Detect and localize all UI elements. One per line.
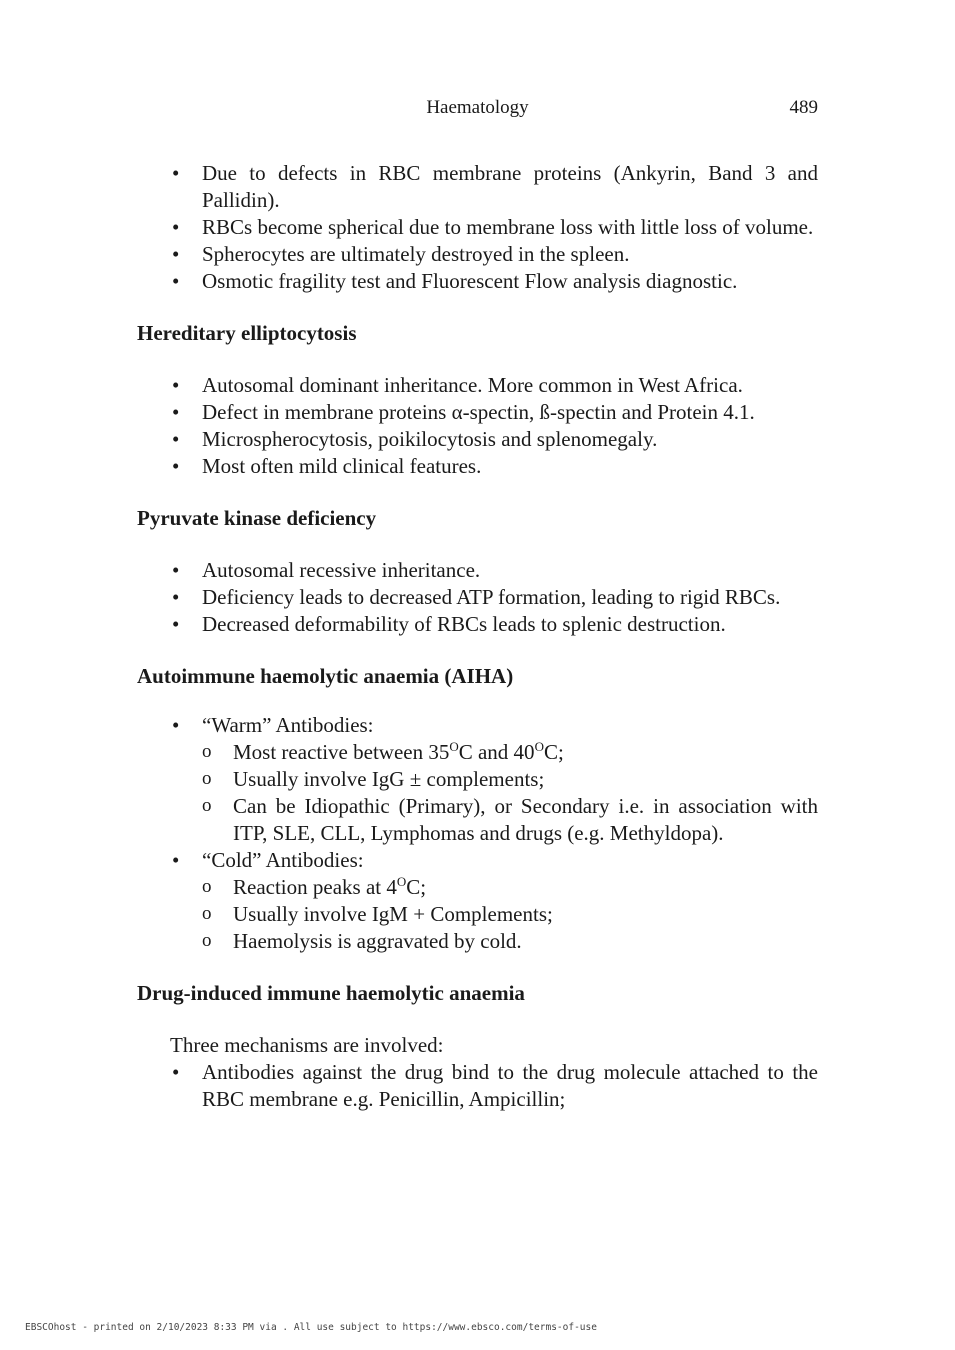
list-item: o Can be Idiopathic (Primary), or Secondary i.e. in association with ITP, SLE, CLL, Lymphomas and drugs (e.g. Methyldopa). xyxy=(233,793,818,847)
warm-reactive-text-a: Most reactive between 35 xyxy=(233,740,450,764)
degree-superscript: O xyxy=(534,739,544,754)
list-item: • RBCs become spherical due to membrane loss with little loss of volume. xyxy=(202,214,818,241)
list-item: • Autosomal dominant inheritance. More common in West Africa. xyxy=(202,372,818,399)
degree-superscript: O xyxy=(396,874,407,889)
section-heading-hereditary-elliptocytosis: Hereditary elliptocytosis xyxy=(137,321,357,345)
warm-reactive-text-b: C and 40 xyxy=(458,740,535,764)
drug-induced-bullet-list xyxy=(137,1059,818,1113)
running-header-title: Haematology xyxy=(426,97,529,118)
list-item xyxy=(233,874,818,901)
list-item: • Most often mild clinical features. xyxy=(202,453,818,480)
footer-print-notice: EBSCOhost - printed on 2/10/2023 8:33 PM via . All use subject to https://www.ebsco.com/terms-of-use xyxy=(25,1322,597,1333)
elliptocytosis-bullet-list xyxy=(137,372,818,480)
list-item: • Autosomal recessive inheritance. xyxy=(202,557,818,584)
list-item: • Microspherocytosis, poikilocytosis and splenomegaly. xyxy=(202,426,818,453)
spherocytosis-bullet-list xyxy=(137,160,818,295)
warm-reactive-text-c: C; xyxy=(543,740,564,764)
cold-antibodies-sublist xyxy=(202,874,818,955)
list-item: • Defect in membrane proteins α-spectin, ß-spectin and Protein 4.1. xyxy=(202,399,818,426)
list-item: o Usually involve IgG ± complements; xyxy=(233,766,818,793)
cold-antibodies-label: “Cold” Antibodies: xyxy=(202,848,364,872)
pyruvate-kinase-bullet-list xyxy=(137,557,818,638)
list-item: o Haemolysis is aggravated by cold. xyxy=(233,928,818,955)
list-item: • Spherocytes are ultimately destroyed in the spleen. xyxy=(202,241,818,268)
list-item: • Due to defects in RBC membrane proteins (Ankyrin, Band 3 and Pallidin). xyxy=(202,160,818,214)
list-item: • Deficiency leads to decreased ATP formation, leading to rigid RBCs. xyxy=(202,584,818,611)
cold-peaks-text-b: C; xyxy=(406,875,427,899)
list-item xyxy=(233,739,818,766)
section-heading-aiha: Autoimmune haemolytic anaemia (AIHA) xyxy=(137,664,514,688)
list-item: • Decreased deformability of RBCs leads to splenic destruction. xyxy=(202,611,818,638)
degree-superscript: O xyxy=(449,739,459,754)
list-item: • Osmotic fragility test and Fluorescent Flow analysis diagnostic. xyxy=(202,268,818,295)
list-item: o Usually involve IgM + Complements; xyxy=(233,901,818,928)
page-body xyxy=(137,160,818,1113)
cold-peaks-text-a: Reaction peaks at 4 xyxy=(233,875,397,899)
drug-induced-intro: Three mechanisms are involved: xyxy=(170,1033,444,1057)
list-item-warm-antibodies xyxy=(202,712,818,847)
warm-antibodies-sublist xyxy=(202,739,818,847)
section-heading-pyruvate-kinase-deficiency: Pyruvate kinase deficiency xyxy=(137,506,377,530)
section-heading-drug-induced: Drug-induced immune haemolytic anaemia xyxy=(137,981,525,1005)
warm-antibodies-label: “Warm” Antibodies: xyxy=(202,713,374,737)
page-number: 489 xyxy=(789,97,818,118)
list-item: • Antibodies against the drug bind to the drug molecule attached to the RBC membrane e.g. Penicillin, Ampicillin; xyxy=(202,1059,818,1113)
aiha-bullet-list xyxy=(137,712,818,955)
list-item-cold-antibodies xyxy=(202,847,818,955)
